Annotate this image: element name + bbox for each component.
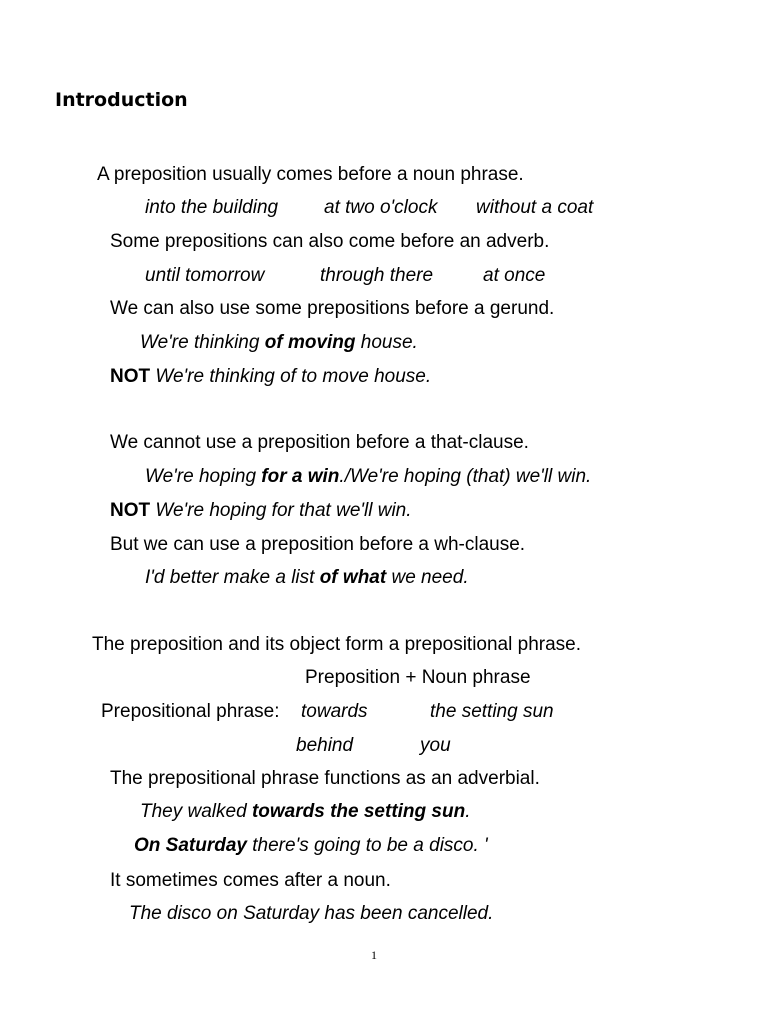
text-line: But we can use a preposition before a wh-clause.: [110, 534, 526, 555]
section-heading: Introduction: [55, 89, 188, 111]
text-line: The preposition and its object form a prepositional phrase.: [92, 634, 581, 655]
example-phrase: through there: [320, 265, 434, 286]
example-text: house.: [355, 332, 418, 353]
example-phrase: until tomorrow: [145, 265, 265, 286]
pp-noun-phrase: the setting sun: [430, 701, 554, 722]
text-line: A preposition usually comes before a noun phrase.: [97, 164, 524, 185]
not-text: We're hoping for that we'll win.: [150, 500, 412, 521]
text-line: Some prepositions can also come before an adverb.: [110, 231, 550, 252]
not-text: We're thinking of to move house.: [150, 366, 432, 387]
example-phrase: without a coat: [476, 197, 594, 218]
example-sentence: [140, 800, 470, 824]
page-number: 1: [371, 948, 377, 962]
example-text: I'd better make a list: [145, 567, 320, 588]
pp-label: Prepositional phrase:: [101, 701, 280, 722]
example-phrase: into the building: [145, 197, 279, 218]
pp-noun-phrase: you: [420, 735, 451, 756]
example-text: .: [465, 801, 471, 822]
text-line: We cannot use a preposition before a that-clause.: [110, 432, 529, 453]
example-text: there's going to be a disco. ': [246, 835, 488, 856]
example-highlight: On Saturday: [134, 835, 247, 856]
example-text: They walked: [140, 801, 252, 822]
example-highlight: of what: [319, 567, 387, 588]
example-highlight: of moving: [264, 332, 356, 353]
example-sentence: [134, 834, 488, 858]
example-phrase: at two o'clock: [324, 197, 438, 218]
example-highlight: towards the setting sun: [251, 801, 466, 822]
example-sentence: The disco on Saturday has been cancelled.: [129, 903, 494, 924]
text-line: It sometimes comes after a noun.: [110, 870, 391, 891]
example-phrase: at once: [483, 265, 546, 286]
not-example: [110, 365, 431, 389]
text-line: We can also use some prepositions before a gerund.: [110, 298, 555, 319]
example-sentence: [145, 465, 591, 489]
example-text: We're thinking: [140, 332, 265, 353]
not-label: NOT: [110, 500, 151, 521]
example-text: ./We're hoping (that) we'll win.: [339, 466, 592, 487]
column-header: Preposition + Noun phrase: [305, 667, 531, 688]
not-label: NOT: [110, 366, 151, 387]
pp-preposition: towards: [301, 701, 368, 722]
not-example: [110, 499, 412, 523]
example-sentence: [145, 566, 469, 590]
example-text: we need.: [386, 567, 469, 588]
text-line: The prepositional phrase functions as an adverbial.: [110, 768, 540, 789]
pp-preposition: behind: [296, 735, 354, 756]
example-sentence: [140, 331, 418, 355]
example-highlight: for a win: [261, 466, 340, 487]
example-text: We're hoping: [145, 466, 262, 487]
